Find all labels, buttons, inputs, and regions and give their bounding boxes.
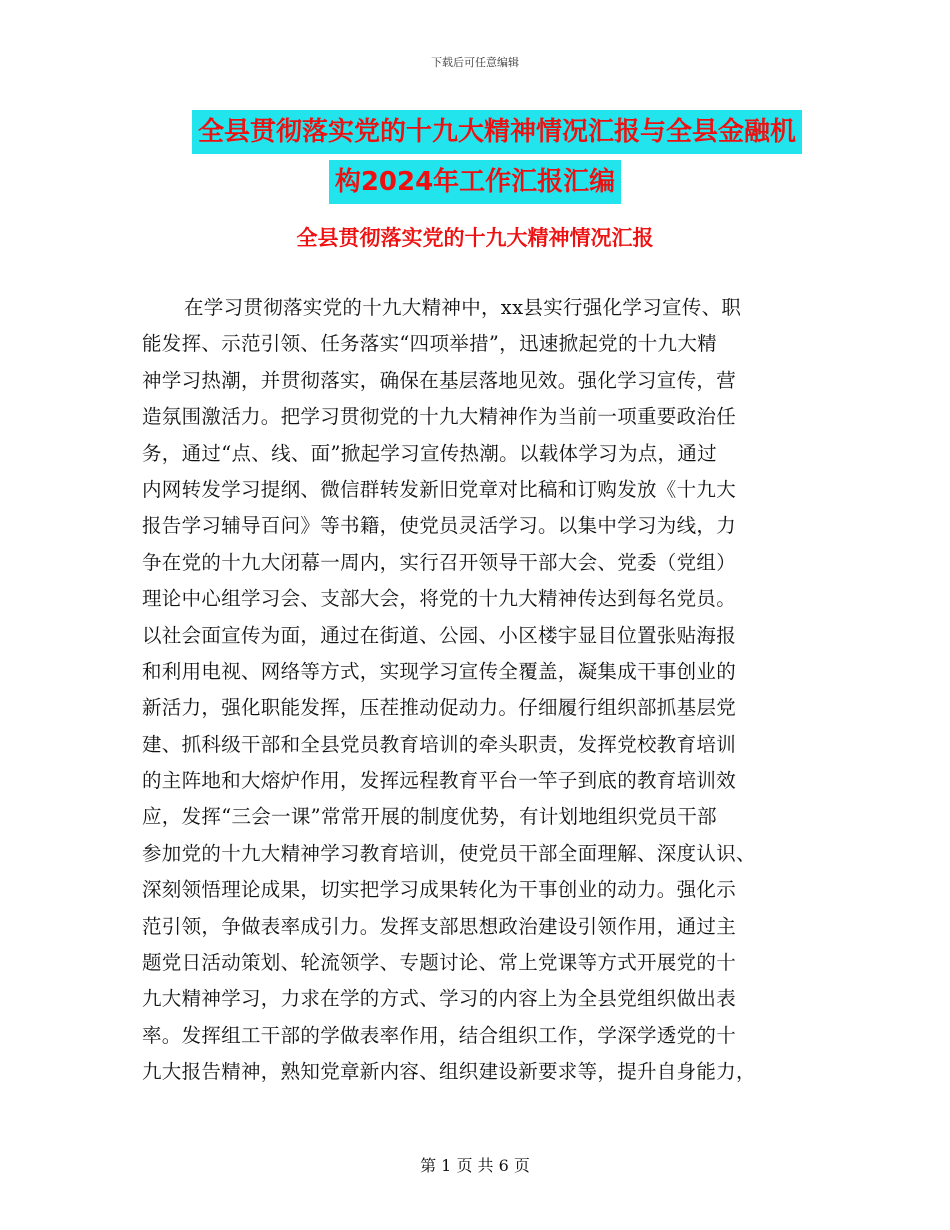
body-line: 参加党的十九大精神学习教育培训，使党员干部全面理解、深度认识、: [142, 841, 756, 865]
body-line: 造氛围激活力。把学习贯彻党的十九大精神作为当前一项重要政治任: [142, 405, 737, 429]
body-line: 内网转发学习提纲、微信群转发新旧党章对比稿和订购发放《十九大: [142, 477, 737, 501]
body-paragraph: [142, 290, 802, 1091]
body-line: 能发挥、示范引领、任务落实“四项举措”，迅速掀起党的十九大精: [142, 332, 717, 356]
section-title: 全县贯彻落实党的十九大精神情况汇报: [296, 226, 654, 250]
body-line: 率。发挥组工干部的学做表率作用，结合组织工作，学深学透党的十: [142, 1023, 737, 1047]
body-line: 新活力，强化职能发挥，压茬推动促动力。仔细履行组织部抓基层党: [142, 696, 737, 720]
title-line-2: 构2024年工作汇报汇编: [329, 160, 621, 204]
body-line: 报告学习辅导百问》等书籍，使党员灵活学习。以集中学习为线，力: [142, 514, 737, 538]
body-line: 务，通过“点、线、面”掀起学习宣传热潮。以载体学习为点，通过: [142, 441, 717, 465]
body-line: 和利用电视、网络等方式，实现学习宣传全覆盖，凝集成干事创业的: [142, 659, 737, 683]
page-footer: 第 1 页 共 6 页: [420, 1156, 530, 1175]
body-line: 理论中心组学习会、支部大会，将党的十九大精神传达到每名党员。: [142, 587, 737, 611]
body-line: 深刻领悟理论成果，切实把学习成果转化为干事创业的动力。强化示: [142, 878, 737, 902]
title-line-1: 全县贯彻落实党的十九大精神情况汇报与全县金融机: [192, 110, 802, 154]
body-line: 在学习贯彻落实党的十九大精神中，xx县实行强化学习宣传、职: [184, 296, 742, 319]
body-line: 九大精神学习，力求在学的方式、学习的内容上为全县党组织做出表: [142, 987, 737, 1011]
body-line: 建、抓科级干部和全县党员教育培训的牵头职责，发挥党校教育培训: [142, 732, 737, 756]
body-line: 的主阵地和大熔炉作用，发挥远程教育平台一竿子到底的教育培训效: [142, 769, 737, 793]
body-line: 范引领，争做表率成引力。发挥支部思想政治建设引领作用，通过主: [142, 914, 737, 938]
body-line: 九大报告精神，熟知党章新内容、组织建设新要求等，提升自身能力，: [142, 1060, 756, 1084]
page-header-note: 下载后可任意编辑: [431, 56, 519, 69]
document-title: [0, 110, 950, 204]
body-line: 应，发挥“三会一课”常常开展的制度优势，有计划地组织党员干部: [142, 805, 717, 829]
body-line: 神学习热潮，并贯彻落实，确保在基层落地见效。强化学习宣传，营: [142, 368, 737, 392]
body-line: 题党日活动策划、轮流领学、专题讨论、常上党课等方式开展党的十: [142, 951, 737, 975]
body-line: 以社会面宣传为面，通过在街道、公园、小区楼宇显目位置张贴海报: [142, 623, 737, 647]
body-line: 争在党的十九大闭幕一周内，实行召开领导干部大会、党委（党组）: [142, 550, 737, 574]
